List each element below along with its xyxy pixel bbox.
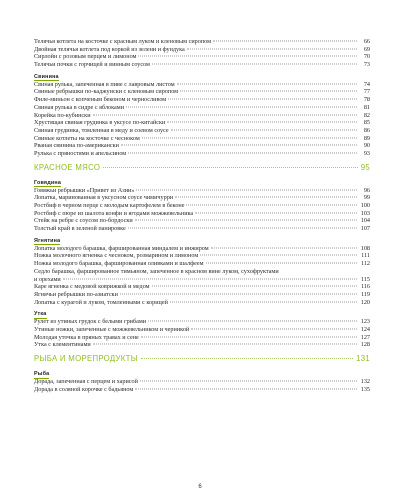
entry-title: Утиные ножки, запеченные с можжевельником и черникой [34, 325, 190, 333]
entry-title: Ростбиф в черном перце с молодым картофелем в беконе [34, 202, 185, 209]
toc-entry[interactable] [34, 260, 370, 268]
entry-title: Филе-миньон с копченым беконом и черносливом [34, 96, 167, 104]
entry-page: 96 [363, 186, 370, 194]
entry-title: Утка с клементинами [34, 341, 91, 349]
entry-title: Рулет из утиных грудок с белыми грибами [34, 318, 147, 326]
dot-leader [121, 145, 357, 146]
dot-leader [206, 263, 358, 264]
subsection-heading [34, 73, 370, 81]
dot-leader [63, 278, 357, 279]
toc-entry[interactable] [34, 386, 370, 394]
entry-page: 69 [363, 45, 370, 53]
chapter-page: 95 [360, 162, 370, 172]
dot-leader [103, 167, 358, 168]
entry-title: Свиная грудинка, томленная в меду и соевом соусе [34, 126, 169, 134]
dot-leader [141, 336, 357, 337]
toc-entry[interactable] [34, 252, 370, 260]
page-number: 6 [198, 484, 202, 490]
table-of-contents [34, 38, 370, 393]
subsection-fish: Рыба [34, 371, 50, 377]
subsection-heading [34, 310, 370, 318]
toc-entry[interactable] [34, 46, 370, 54]
entry-title: Дорада в соляной корочке с бадьяном [34, 385, 134, 393]
dot-leader [211, 247, 357, 248]
entry-title: Свиная рулька в сидре с яблоками [34, 103, 125, 111]
toc-entry[interactable] [34, 318, 370, 326]
entry-title: Молодая уточка в пряных травах и сене [34, 333, 139, 341]
entry-title: Дорада, запеченная с перцем и харисой [34, 378, 138, 385]
entry-title: Рваная свинина по-американски [34, 142, 119, 150]
toc-entry-line[interactable] [34, 268, 370, 276]
subsection-duck: Утка [34, 311, 47, 318]
entry-page: 112 [360, 260, 370, 268]
entry-title: Корейка по-кубински [34, 111, 91, 119]
toc-entry[interactable] [34, 341, 370, 349]
dot-leader [213, 41, 357, 42]
entry-title: Толстый край в зеленой панировке [34, 225, 126, 233]
subsection-beef: Говядина [34, 179, 62, 186]
entry-title: Лопатка, маринованная в уксусном соусе чимичурри [34, 194, 174, 202]
chapter-page: 131 [356, 354, 370, 363]
dot-leader [152, 286, 357, 287]
entry-page: 111 [361, 252, 370, 260]
subsection-heading [34, 237, 370, 245]
entry-title: Ножка молодого барашка, фаршированная оливками и шалфеем [34, 260, 204, 268]
dot-leader [200, 255, 357, 256]
dot-leader [186, 205, 357, 206]
entry-title: Рулька с пряностями и апельсином [34, 149, 127, 157]
entry-page: 81 [363, 103, 370, 111]
entry-page: 127 [360, 333, 370, 341]
dot-leader [93, 114, 358, 115]
entry-title: Телячьи почки с горчицей и винным соусом [34, 61, 150, 69]
entry-title: Лопатка с курагой и луком, томленными с корицей [34, 298, 168, 306]
toc-entry[interactable] [34, 283, 370, 291]
entry-title: Телячья котлета на косточке с красным луком и кленовым сиропом [34, 38, 212, 45]
dot-leader [136, 189, 357, 190]
entry-page: 78 [363, 96, 370, 104]
dot-leader [187, 48, 357, 49]
toc-entry[interactable] [34, 112, 370, 120]
dot-leader [167, 122, 357, 123]
toc-entry[interactable] [34, 104, 370, 112]
dot-leader [142, 137, 357, 138]
entry-title: Каре ягненка с медовой коврижкой и медом [34, 283, 150, 291]
entry-page: 108 [360, 244, 370, 252]
dot-leader [152, 64, 357, 65]
entry-title: Хрустящая свиная грудинка в уксусе по-китайски [34, 119, 166, 127]
entry-page: 124 [360, 325, 370, 333]
toc-entry[interactable] [34, 187, 370, 195]
entry-page: 89 [363, 134, 370, 142]
entry-title: Свиные ребрышки по-каджунски с кленовым сиропом [34, 88, 179, 96]
toc-entry[interactable] [34, 119, 370, 127]
dot-leader [191, 328, 357, 329]
entry-page: 132 [360, 378, 370, 385]
toc-entry[interactable] [34, 53, 370, 61]
toc-entry[interactable] [34, 38, 370, 46]
entry-page: 119 [360, 290, 370, 298]
entry-page: 123 [360, 318, 370, 326]
subsection-heading [34, 370, 370, 378]
dot-leader [180, 91, 357, 92]
entry-page: 103 [360, 209, 370, 217]
dot-leader [141, 358, 353, 359]
dot-leader [120, 293, 357, 294]
dot-leader [175, 197, 357, 198]
entry-title: Ножка молочного ягненка с чесноком, розмарином и лимоном [34, 252, 199, 260]
toc-entry[interactable] [34, 202, 370, 210]
dot-leader [168, 99, 357, 100]
toc-entry[interactable] [34, 96, 370, 104]
dot-leader [170, 301, 357, 302]
dot-leader [128, 228, 357, 229]
entry-page: 135 [360, 385, 370, 393]
entry-title: Свиные котлеты на косточке с чесноком [34, 134, 140, 142]
entry-page: 86 [363, 126, 370, 134]
toc-entry-continuation[interactable] [34, 276, 370, 284]
dot-leader [171, 129, 357, 130]
entry-page: 107 [360, 225, 370, 233]
toc-entry[interactable] [34, 299, 370, 307]
entry-page: 128 [360, 341, 370, 349]
dot-leader [93, 344, 357, 345]
entry-page: 104 [360, 217, 370, 225]
entry-title: Лопатка молодого барашка, фаршированная миндалем и инжиром [34, 244, 209, 252]
entry-title: Сирлойн с розовым перцем и лимоном [34, 53, 137, 61]
entry-page: 82 [363, 111, 370, 119]
entry-title: Говяжьи ребрышки «Привет из Азии» [34, 186, 135, 194]
entry-page: 93 [363, 149, 370, 157]
toc-entry[interactable] [34, 81, 370, 89]
entry-page: 115 [360, 275, 370, 283]
entry-page: 120 [360, 298, 370, 306]
toc-entry[interactable] [34, 217, 370, 225]
chapter-heading-fish[interactable] [34, 354, 370, 366]
chapter-heading-red-meat[interactable] [34, 163, 370, 175]
entry-page: 85 [363, 119, 370, 127]
toc-entry[interactable] [34, 194, 370, 202]
toc-entry[interactable] [34, 142, 370, 150]
toc-entry[interactable] [34, 135, 370, 143]
subsection-pork: Свинина [34, 73, 59, 80]
toc-entry[interactable] [34, 88, 370, 96]
toc-entry[interactable] [34, 150, 370, 158]
toc-entry[interactable] [34, 127, 370, 135]
entry-title: Ростбиф с пюре из шалота конфи и ягодами можжевельника [34, 209, 194, 217]
entry-title: Свиная рулька, запеченная в пиве с лавровым листом [34, 80, 175, 88]
entry-page: 116 [360, 283, 370, 291]
toc-entry[interactable] [34, 61, 370, 69]
entry-title: Стейк на ребре с соусом по-бордоски [34, 217, 133, 225]
toc-entry[interactable] [34, 245, 370, 253]
toc-entry[interactable] [34, 210, 370, 218]
toc-entry[interactable] [34, 378, 370, 386]
entry-title: Ягнячьи ребрышки по-азиатски [34, 290, 118, 298]
dot-leader [135, 220, 357, 221]
entry-page: 77 [363, 88, 370, 96]
entry-page: 73 [363, 61, 370, 69]
chapter-title: КРАСНОЕ МЯСО [34, 162, 101, 172]
dot-leader [135, 388, 357, 389]
entry-title: и орехами [34, 275, 61, 283]
entry-page: 66 [363, 38, 370, 45]
dot-leader [177, 83, 357, 84]
subsection-heading [34, 179, 370, 187]
entry-title: Седло барашка, фаршированное тимьяном, запеченное в красном вине луком, сухофруктами [34, 267, 279, 275]
entry-page: 74 [363, 80, 370, 88]
dot-leader [126, 106, 357, 107]
entry-page: 100 [360, 202, 370, 209]
dot-leader [195, 212, 357, 213]
dot-leader [148, 321, 357, 322]
toc-entry[interactable] [34, 291, 370, 299]
entry-page: 90 [363, 142, 370, 150]
toc-entry[interactable] [34, 334, 370, 342]
dot-leader [128, 152, 357, 153]
entry-page: 70 [363, 53, 370, 61]
dot-leader [138, 56, 357, 57]
toc-entry[interactable] [34, 225, 370, 233]
entry-title: Двойная телячья котлета под коркой из зелени и фундука [34, 45, 185, 53]
subsection-lamb: Ягнятина [34, 237, 61, 244]
dot-leader [140, 381, 357, 382]
toc-entry[interactable] [34, 326, 370, 334]
chapter-title: РЫБА И МОРЕПРОДУКТЫ [34, 354, 138, 363]
entry-page: 99 [363, 194, 370, 202]
